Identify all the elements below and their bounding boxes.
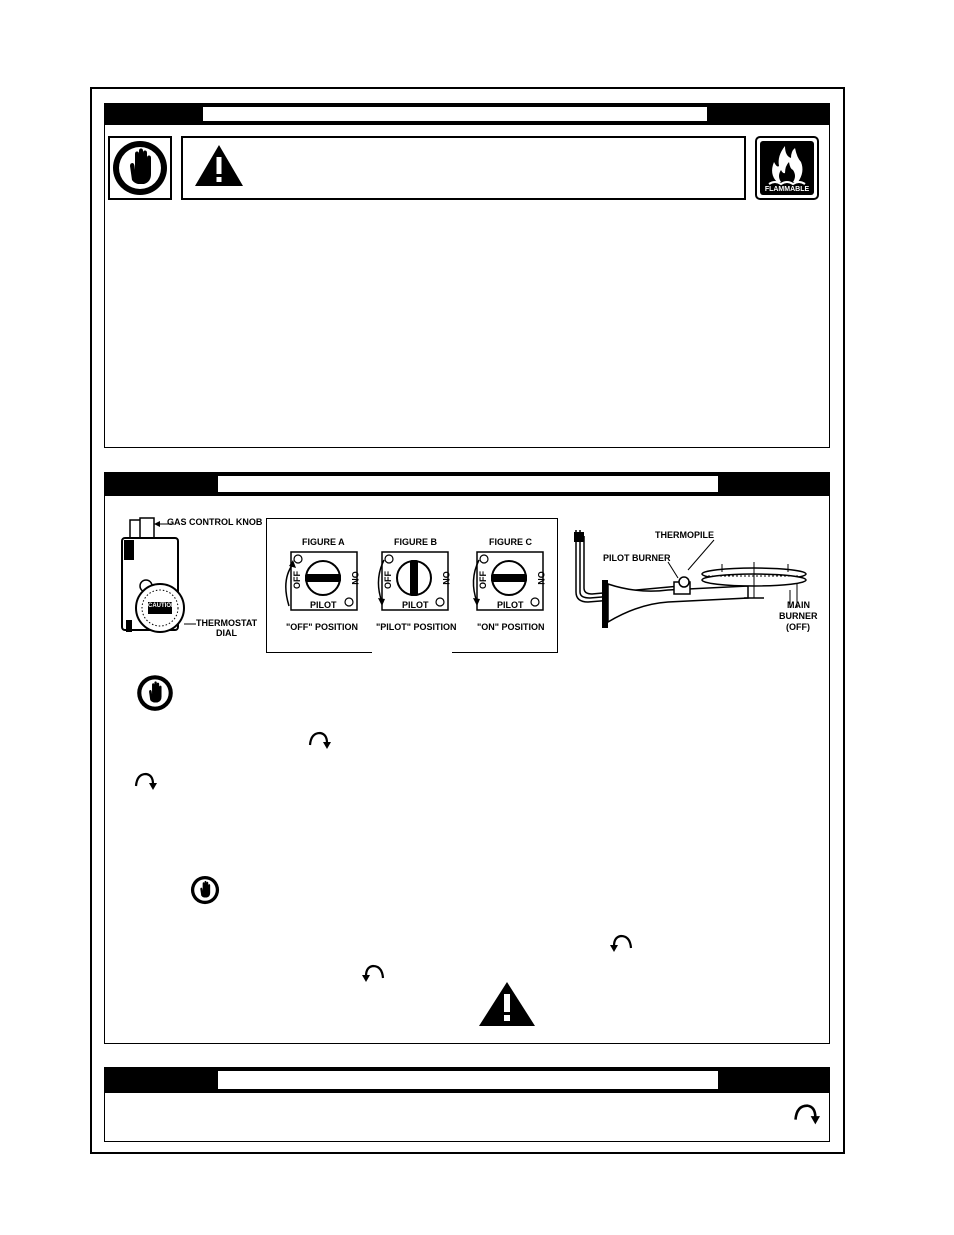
- gas-control-knob-label: GAS CONTROL KNOB: [167, 517, 263, 527]
- figure-b-caption: "PILOT" POSITION: [376, 622, 457, 632]
- burner-diagram: [568, 522, 818, 642]
- pilot-burner-label: PILOT BURNER: [603, 553, 671, 563]
- flammable-label: FLAMMABLE: [764, 186, 810, 193]
- thermostat-dial-label-2: DIAL: [216, 628, 237, 638]
- thermopile-label: THERMOPILE: [655, 530, 715, 540]
- warning-triangle-icon-2: [477, 980, 537, 1028]
- hand-stop-icon: [108, 136, 172, 200]
- figure-a-off-label: OFF: [292, 571, 302, 589]
- figure-a-caption: "OFF" POSITION: [286, 622, 359, 632]
- figure-c-caption: "ON" POSITION: [477, 622, 545, 632]
- figure-b-off-label: OFF: [383, 571, 393, 589]
- shutdown-header-title-box: [217, 1070, 719, 1090]
- main-burner-label: MAIN: [787, 600, 810, 610]
- clockwise-arrow-icon: [307, 729, 331, 753]
- figure-c-off-label: OFF: [478, 571, 488, 589]
- warning-triangle-icon: [193, 143, 245, 188]
- thermostat-dial-label: THERMOSTAT: [196, 618, 258, 628]
- figure-a-pilot-label: PILOT: [310, 600, 337, 610]
- counterclockwise-arrow-icon: [610, 932, 634, 956]
- clockwise-arrow-icon-3: [791, 1101, 821, 1129]
- figure-b-pilot-label: PILOT: [402, 600, 429, 610]
- clockwise-arrow-icon-2: [133, 770, 157, 794]
- knob-figures-bottom-gap: [372, 650, 452, 656]
- figure-c-on-label: ON: [535, 571, 546, 585]
- lighting-header-title-box: [217, 475, 719, 493]
- caution-label: CAUTION: [148, 603, 176, 609]
- hand-stop-icon-step: [190, 875, 220, 905]
- figure-b-on-label: ON: [440, 571, 451, 585]
- figure-a-on-label: ON: [349, 571, 360, 585]
- figure-b-title: FIGURE B: [394, 537, 438, 547]
- main-burner-label-3: (OFF): [786, 622, 810, 632]
- figure-c-title: FIGURE C: [489, 537, 533, 547]
- warning-header-title-box: [202, 106, 708, 122]
- main-burner-label-2: BURNER: [779, 611, 818, 621]
- hand-stop-icon-small: [136, 674, 174, 712]
- figure-a-title: FIGURE A: [302, 537, 345, 547]
- counterclockwise-arrow-icon-2: [362, 962, 386, 986]
- figure-c-pilot-label: PILOT: [497, 600, 524, 610]
- warning-signal-box: [181, 136, 746, 200]
